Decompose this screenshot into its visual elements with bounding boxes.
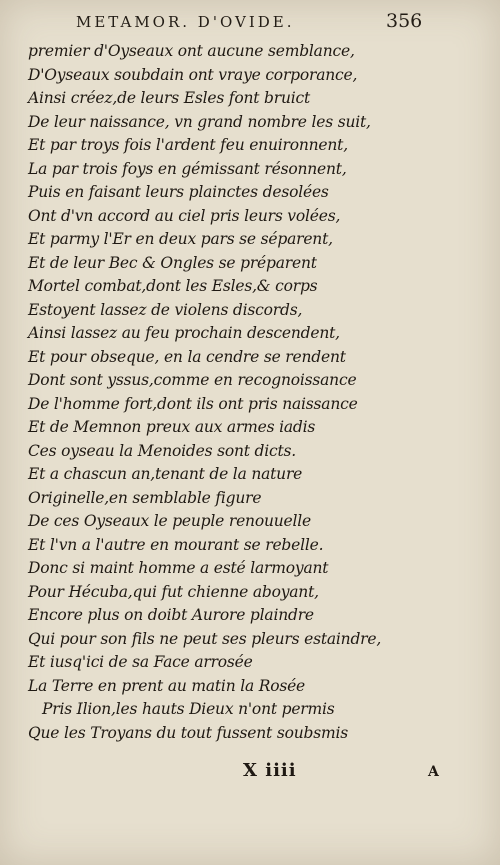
verse-line: Originelle,en semblable figure [28, 488, 262, 507]
verse-line: De ces Oyseaux le peuple renouuelle [28, 512, 311, 530]
verse-line: Estoyent lassez de violens discords, [28, 300, 303, 319]
verse-line: Pour Hécuba,qui fut chienne aboyant, [28, 582, 319, 601]
verse-line: Et de Memnon preux aux armes iadis [28, 418, 316, 436]
verse-line: Et parmy l'Er en deux pars se séparent, [28, 230, 333, 248]
verse-line: De l'homme fort,dont ils ont pris naissance [28, 394, 358, 413]
verse-line: Et iusq'ici de sa Face arrosée [28, 653, 253, 671]
verse-line: Et pour obseque, en la cendre se rendent [28, 347, 346, 366]
verse-line: Ainsi créez,de leurs Esles font bruict [28, 89, 310, 107]
verse-line: Et par troys fois l'ardent feu enuironnent, [28, 136, 348, 154]
verse-line: La par trois foys en gémissant résonnent, [28, 159, 347, 178]
signature-mark: X iiii [243, 760, 297, 781]
verse-line: Et de leur Bec & Ongles se préparent [28, 253, 317, 272]
running-head: METAMOR. D'OVIDE. [76, 13, 295, 31]
verse-line: Pris Ilion,les hauts Dieux n'ont permis [42, 700, 335, 718]
verse-line: Que les Troyans du tout fussent soubsmis [28, 723, 348, 742]
verse-line: premier d'Oyseaux ont aucune semblance, [28, 42, 355, 60]
verse-line: Ainsi lassez au feu prochain descendent, [28, 324, 340, 342]
verse-line: Mortel combat,dont les Esles,& corps [28, 277, 318, 295]
verse-line: Ont d'vn accord au ciel pris leurs volées, [28, 206, 341, 225]
verse-line: Qui pour son fils ne peut ses pleurs estaindre, [28, 629, 382, 648]
verse-line: Dont sont yssus,comme en recognoissance [28, 371, 357, 389]
verse-line: Et l'vn a l'autre en mourant se rebelle. [28, 535, 324, 554]
verse-block [28, 40, 468, 745]
verse-line: Ces oyseau la Menoides sont dicts. [28, 441, 296, 460]
verse-line: Donc si maint homme a esté larmoyant [28, 559, 329, 577]
verse-line: Et a chascun an,tenant de la nature [28, 465, 303, 483]
verse-line: De leur naissance, vn grand nombre les suit, [28, 112, 371, 131]
verse-line: La Terre en prent au matin la Rosée [28, 676, 306, 695]
folio-number: 356 [386, 10, 423, 32]
page-header [0, 10, 500, 38]
verse-line: D'Oyseaux soubdain ont vraye corporance, [28, 65, 358, 84]
verse-line: Encore plus on doibt Aurore plaindre [28, 606, 314, 624]
catchword: A [428, 764, 439, 780]
verse-line: Puis en faisant leurs plainctes desolées [28, 183, 329, 201]
